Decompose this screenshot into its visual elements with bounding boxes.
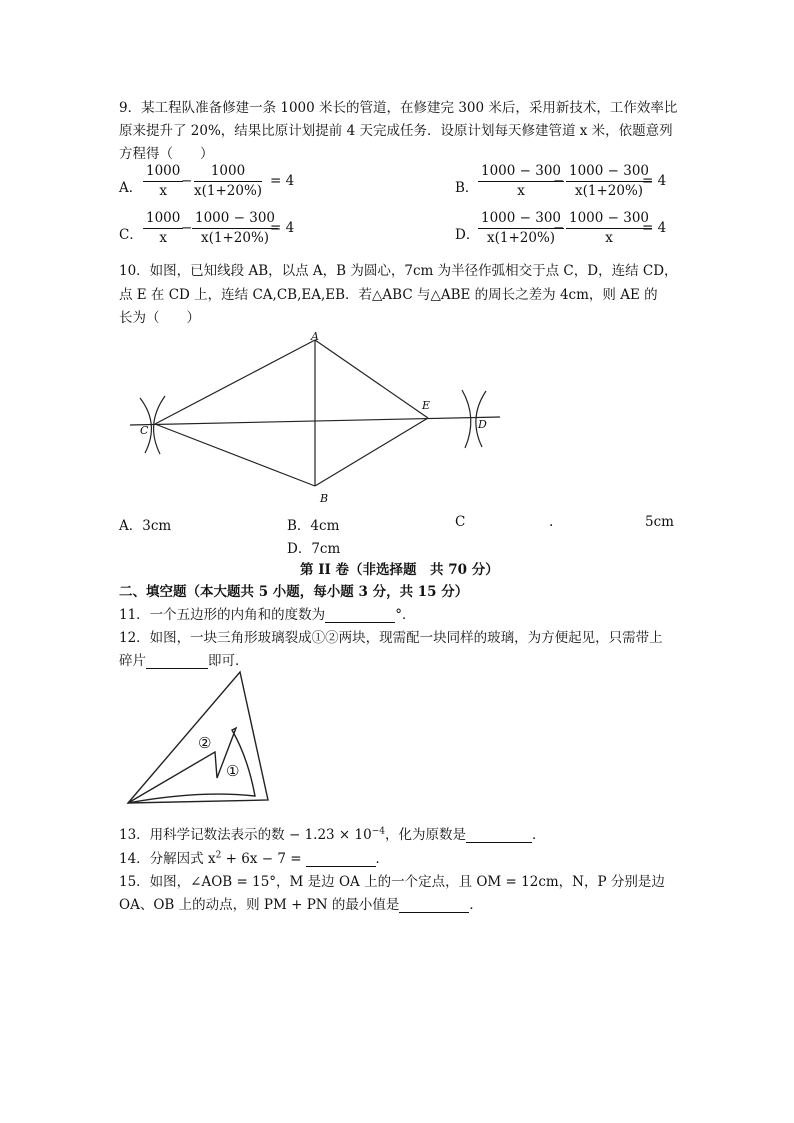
segment-eb — [315, 418, 428, 486]
fraction-1: $\frac{1000 - 300}{x}$ — [478, 162, 564, 201]
rhs: = 4 — [270, 173, 295, 189]
option-label: B． — [455, 180, 479, 196]
option-label: D． — [455, 227, 480, 243]
minus-sign: − — [181, 173, 193, 189]
q12-figure — [120, 668, 280, 808]
segment-ca — [155, 340, 315, 424]
q15-suffix: ． — [469, 897, 483, 913]
arc-d-1 — [462, 390, 471, 448]
q10-option-b[interactable]: B．4cm — [287, 518, 340, 534]
q14 — [119, 847, 389, 867]
q10-line3: 长为（ ） — [119, 310, 200, 326]
q9-line1: 9．某工程队准备修建一条 1000 米长的管道，在修建完 300 米后，采用新技术，工作效率比 — [119, 100, 678, 116]
label-d: D — [478, 418, 487, 431]
q12-line1: 12．如图，一块三角形玻璃裂成①②两块，现需配一块同样的玻璃，为方便起见，只需带上 — [119, 630, 663, 646]
q10-option-c-label[interactable]: C — [455, 514, 466, 530]
q10-option-c-dot: . — [549, 514, 554, 530]
q10-option-c-value: 5cm — [645, 514, 674, 530]
q13-text2: ，化为原数是 — [384, 827, 466, 843]
rhs: = 4 — [270, 220, 295, 236]
rhs: = 4 — [642, 220, 667, 236]
q11 — [119, 603, 415, 623]
minus-sign: − — [553, 173, 565, 189]
fraction-1: $\frac{1000}{x}$ — [143, 162, 183, 201]
q15-answer-blank[interactable] — [399, 898, 469, 913]
q10-figure — [120, 328, 510, 508]
q14-exponent: 2 — [215, 850, 222, 861]
q14-suffix: ． — [375, 851, 390, 867]
q15-text: OA、OB 上的动点，则 PM + PN 的最小值是 — [119, 897, 400, 913]
fraction-1: $\frac{1000 - 300}{x(1+20\%)}$ — [478, 209, 564, 248]
label-c: C — [140, 424, 149, 437]
fraction-2: $\frac{1000 - 300}{x(1+20\%)}$ — [566, 162, 652, 201]
q13-answer-blank[interactable] — [466, 828, 532, 843]
q12-answer-blank[interactable] — [146, 654, 208, 669]
piece-1-label: ① — [226, 762, 240, 780]
fraction-1: $\frac{1000}{x}$ — [143, 209, 183, 248]
piece-2-label: ② — [198, 734, 212, 752]
q11-text: 11．一个五边形的内角和的度数为 — [119, 607, 326, 623]
q14-text: 14．分解因式 x — [119, 851, 216, 867]
q9-line3: 方程得（ ） — [119, 146, 214, 162]
q14-answer-blank[interactable] — [306, 852, 376, 867]
q12-suffix: 即可． — [208, 653, 249, 669]
q13-exponent: −4 — [371, 826, 385, 837]
rhs: = 4 — [642, 173, 667, 189]
q15-line1: 15．如图，∠AOB = 15°，M 是边 OA 上的一个定点，且 OM = 12cm，N，P 分别是边 — [119, 874, 665, 890]
q9-line2: 原来提升了 20%，结果比原计划提前 4 天完成任务．设原计划每天修建管道 x 米，依题意列 — [119, 123, 673, 139]
section-heading: 二、填空题（本大题共 5 小题，每小题 3 分，共 15 分） — [119, 584, 469, 600]
fraction-2: $\frac{1000 - 300}{x(1+20\%)}$ — [192, 209, 278, 248]
label-b: B — [320, 492, 329, 505]
q10-option-a[interactable]: A．3cm — [119, 518, 172, 534]
q12-line2 — [119, 649, 249, 669]
minus-sign: − — [181, 220, 193, 236]
q10-line1: 10．如图，已知线段 AB，以点 A，B 为圆心，7cm 为半径作弧相交于点 C，D，连结 CD， — [119, 263, 678, 279]
q15-line2 — [119, 893, 483, 913]
segment-cb — [155, 424, 315, 486]
q13-suffix: ． — [531, 827, 546, 843]
section-title: 第 II 卷（非选择题 共 70 分） — [300, 562, 499, 578]
q11-answer-blank[interactable] — [325, 608, 395, 623]
option-label: C． — [119, 227, 143, 243]
label-e: E — [422, 399, 431, 412]
q13 — [119, 823, 545, 843]
segment-ea — [315, 340, 431, 418]
q12-text: 碎片 — [119, 653, 146, 669]
label-a: A — [311, 330, 319, 343]
q14-text2: + 6x − 7 = — [221, 851, 302, 867]
fraction-2: $\frac{1000 - 300}{x}$ — [566, 209, 652, 248]
fraction-2: $\frac{1000}{x(1+20\%)}$ — [194, 163, 263, 199]
minus-sign: − — [553, 220, 565, 236]
q11-suffix: °． — [395, 607, 416, 623]
q10-line2: 点 E 在 CD 上，连结 CA,CB,EA,EB．若△ABC 与△ABE 的周长之差为 4cm，则 AE 的 — [119, 287, 658, 303]
option-label: A． — [119, 180, 143, 196]
q10-option-d[interactable]: D．7cm — [287, 541, 341, 557]
q13-text: 13．用科学记数法表示的数 − 1.23 × 10 — [119, 827, 372, 843]
